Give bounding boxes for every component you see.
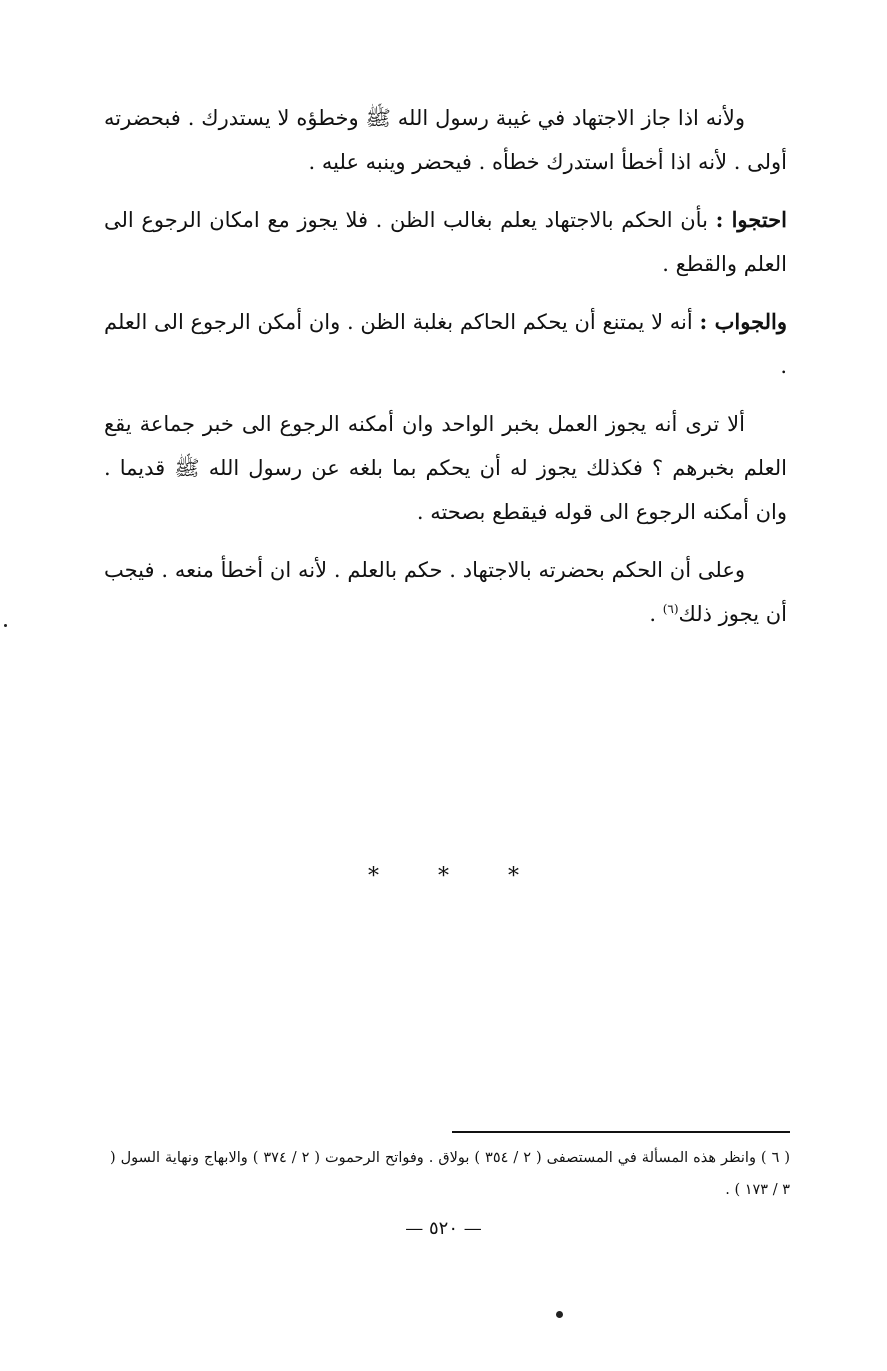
main-text bbox=[104, 96, 787, 650]
paragraph-5-text: وعلى أن الحكم بحضرته بالاجتهاد . حكم بالعلم . لأنه ان أخطأ منعه . فيجب أن يجوز ذلك bbox=[104, 558, 787, 626]
paragraph-1-text: ولأنه اذا جاز الاجتهاد في غيبة رسول الله ﷺ وخطؤه لا يستدرك . فبحضرته أولى . لأنه اذا أخطأ استدرك خطأه . فيحضر وينبه عليه . bbox=[104, 106, 787, 174]
paragraph-2-term: احتجوا : bbox=[715, 207, 787, 232]
paragraph-3 bbox=[104, 300, 787, 388]
paragraph-5 bbox=[104, 548, 787, 636]
paragraph-2 bbox=[104, 198, 787, 286]
paragraph-3-text: أنه لا يمتنع أن يحكم الحاكم بغلبة الظن . وان أمكن الرجوع الى العلم . bbox=[104, 310, 787, 378]
paragraph-4 bbox=[104, 402, 787, 534]
paragraph-1 bbox=[104, 96, 787, 184]
paragraph-2-text: بأن الحكم بالاجتهاد يعلم بغالب الظن . فلا يجوز مع امكان الرجوع الى العلم والقطع . bbox=[104, 208, 787, 276]
footnotes bbox=[110, 1142, 790, 1206]
section-separator-stars: * * * bbox=[368, 864, 545, 889]
footnote-divider bbox=[452, 1131, 790, 1133]
scan-speck bbox=[556, 1311, 563, 1318]
page-number: — ٥٢٠ — bbox=[405, 1218, 482, 1239]
paragraph-4-text: ألا ترى أنه يجوز العمل بخبر الواحد وان أمكنه الرجوع الى خبر جماعة يقع العلم بخبرهم ؟ فكذلك يجوز له أن يحكم بما بلغه عن رسول الله ﷺ قديما . وان أمكنه الرجوع الى قوله فيقطع بصحته . bbox=[104, 412, 787, 524]
footnote-6: ( ٦ ) وانظر هذه المسألة في المستصفى ( ٢ / ٣٥٤ ) بولاق . وفواتح الرحموت ( ٢ / ٣٧٤ ) والابهاج ونهاية السول ( ٣ / ١٧٣ ) . bbox=[110, 1150, 790, 1198]
scan-speck bbox=[4, 624, 7, 627]
footnote-reference: (٦) bbox=[662, 602, 679, 616]
paragraph-3-term: والجواب : bbox=[699, 309, 787, 334]
paragraph-5-end: . bbox=[649, 602, 663, 626]
